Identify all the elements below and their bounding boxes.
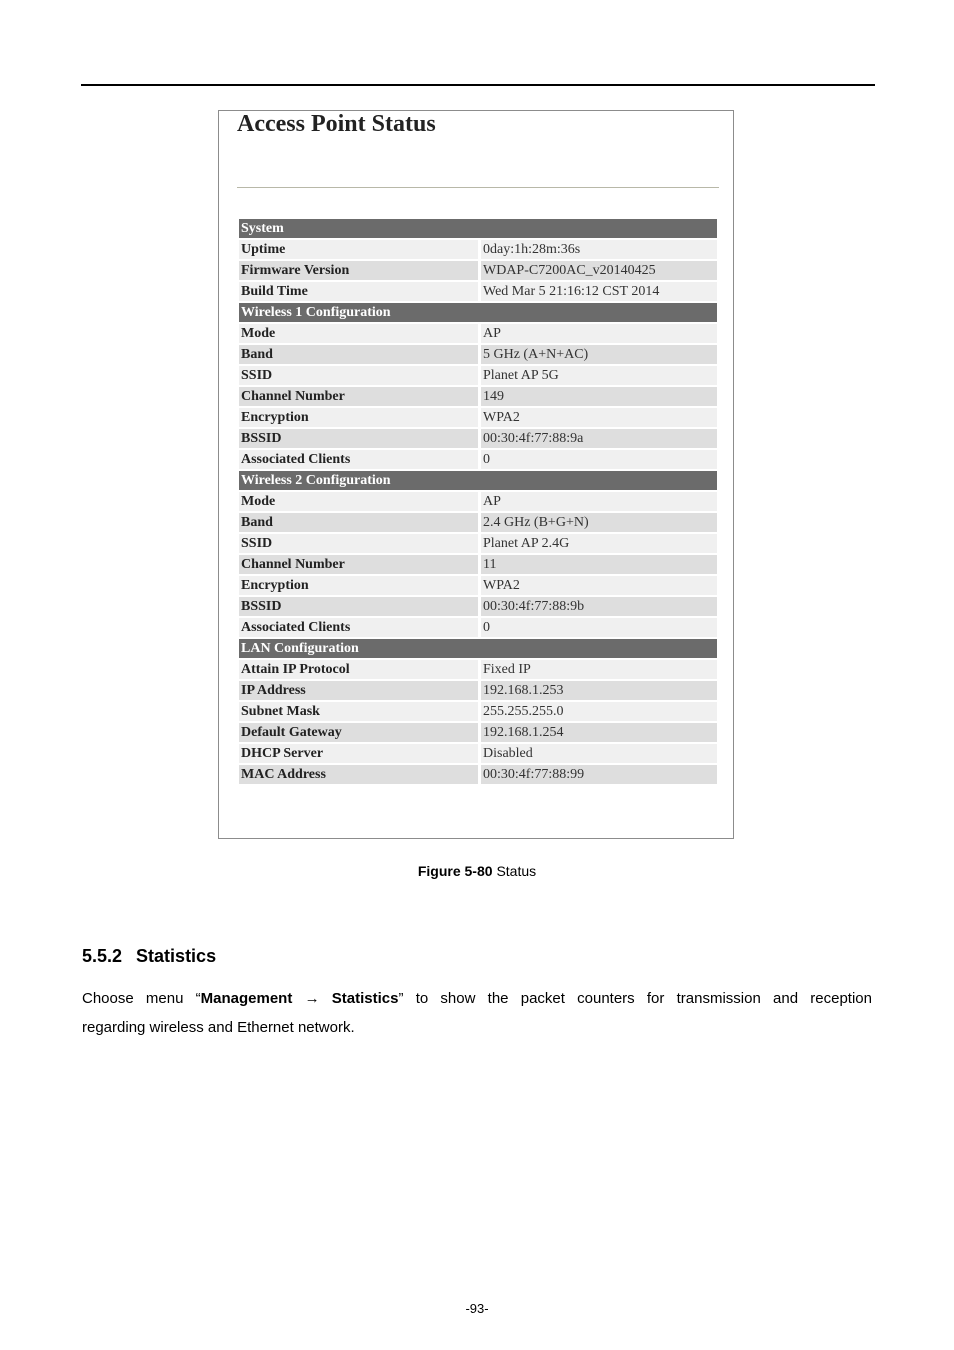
status-row [239, 345, 717, 364]
status-label: Mode [239, 492, 478, 511]
section-header-row [239, 219, 717, 238]
status-label: DHCP Server [239, 744, 478, 763]
paragraph-prefix: Choose menu “ [82, 990, 201, 1007]
status-row [239, 744, 717, 763]
status-label: Associated Clients [239, 618, 478, 637]
section-header-label: Wireless 2 Configuration [239, 471, 717, 490]
status-row [239, 408, 717, 427]
status-label: Attain IP Protocol [239, 660, 478, 679]
status-label: Associated Clients [239, 450, 478, 469]
access-point-status-screenshot [218, 110, 734, 839]
status-label: BSSID [239, 597, 478, 616]
status-value: 00:30:4f:77:88:9b [478, 597, 717, 616]
status-value: Planet AP 2.4G [478, 534, 717, 553]
status-label: SSID [239, 534, 478, 553]
status-row [239, 324, 717, 343]
status-label: Build Time [239, 282, 478, 301]
status-label: Firmware Version [239, 261, 478, 280]
status-label: Channel Number [239, 555, 478, 574]
status-row [239, 765, 717, 784]
status-label: IP Address [239, 681, 478, 700]
status-label: Encryption [239, 576, 478, 595]
status-value: 0day:1h:28m:36s [478, 240, 717, 259]
section-header-row [239, 639, 717, 658]
paragraph-suffix: ” to show the packet counters for transmission and reception [398, 990, 872, 1007]
status-row [239, 261, 717, 280]
status-row [239, 492, 717, 511]
section-title: Statistics [136, 946, 217, 966]
status-label: Subnet Mask [239, 702, 478, 721]
status-value: WDAP-C7200AC_v20140425 [478, 261, 717, 280]
status-value: 255.255.255.0 [478, 702, 717, 721]
body-paragraph [82, 984, 872, 1042]
status-value: Planet AP 5G [478, 366, 717, 385]
status-value: 192.168.1.254 [478, 723, 717, 742]
status-value: 192.168.1.253 [478, 681, 717, 700]
status-label: Band [239, 345, 478, 364]
status-row [239, 681, 717, 700]
status-value: 149 [478, 387, 717, 406]
status-label: SSID [239, 366, 478, 385]
figure-number: Figure 5-80 [417, 863, 493, 879]
status-value: Disabled [478, 744, 717, 763]
status-label: Mode [239, 324, 478, 343]
status-title: Access Point Status [237, 111, 436, 137]
status-value: WPA2 [478, 576, 717, 595]
status-value: WPA2 [478, 408, 717, 427]
status-row [239, 387, 717, 406]
status-value: 00:30:4f:77:88:9a [478, 429, 717, 448]
section-heading [82, 946, 216, 967]
status-value: 11 [478, 555, 717, 574]
status-label: BSSID [239, 429, 478, 448]
menu-management: Management [200, 990, 293, 1007]
status-row [239, 618, 717, 637]
section-header-row [239, 471, 717, 490]
status-label: Band [239, 513, 478, 532]
status-row [239, 513, 717, 532]
status-value: Wed Mar 5 21:16:12 CST 2014 [478, 282, 717, 301]
section-header-label: System [239, 219, 717, 238]
status-label: Uptime [239, 240, 478, 259]
status-row [239, 534, 717, 553]
title-divider [237, 187, 719, 188]
status-value: 0 [478, 618, 717, 637]
status-row [239, 366, 717, 385]
status-row [239, 282, 717, 301]
status-row [239, 240, 717, 259]
section-number: 5.5.2 [82, 946, 123, 966]
arrow-icon: → [304, 990, 320, 1007]
section-header-row [239, 303, 717, 322]
paragraph-line-2: regarding wireless and Ethernet network. [82, 1019, 355, 1036]
paragraph-line-1 [82, 984, 872, 1013]
page-number: -93- [465, 1301, 489, 1316]
status-row [239, 555, 717, 574]
status-table-body [239, 219, 717, 784]
status-value: 00:30:4f:77:88:99 [478, 765, 717, 784]
status-row [239, 702, 717, 721]
status-row [239, 450, 717, 469]
status-row [239, 660, 717, 679]
status-value: Fixed IP [478, 660, 717, 679]
status-label: Channel Number [239, 387, 478, 406]
status-value: AP [478, 492, 717, 511]
status-table [239, 217, 717, 786]
figure-text: Status [496, 863, 537, 879]
section-header-label: LAN Configuration [239, 639, 717, 658]
status-row [239, 597, 717, 616]
top-rule [81, 84, 875, 86]
menu-statistics: Statistics [331, 990, 399, 1007]
section-header-label: Wireless 1 Configuration [239, 303, 717, 322]
status-label: Default Gateway [239, 723, 478, 742]
status-label: Encryption [239, 408, 478, 427]
status-row [239, 723, 717, 742]
status-value: 0 [478, 450, 717, 469]
status-row [239, 429, 717, 448]
status-row [239, 576, 717, 595]
status-value: 2.4 GHz (B+G+N) [478, 513, 717, 532]
figure-caption [0, 863, 954, 879]
status-value: 5 GHz (A+N+AC) [478, 345, 717, 364]
status-value: AP [478, 324, 717, 343]
status-label: MAC Address [239, 765, 478, 784]
